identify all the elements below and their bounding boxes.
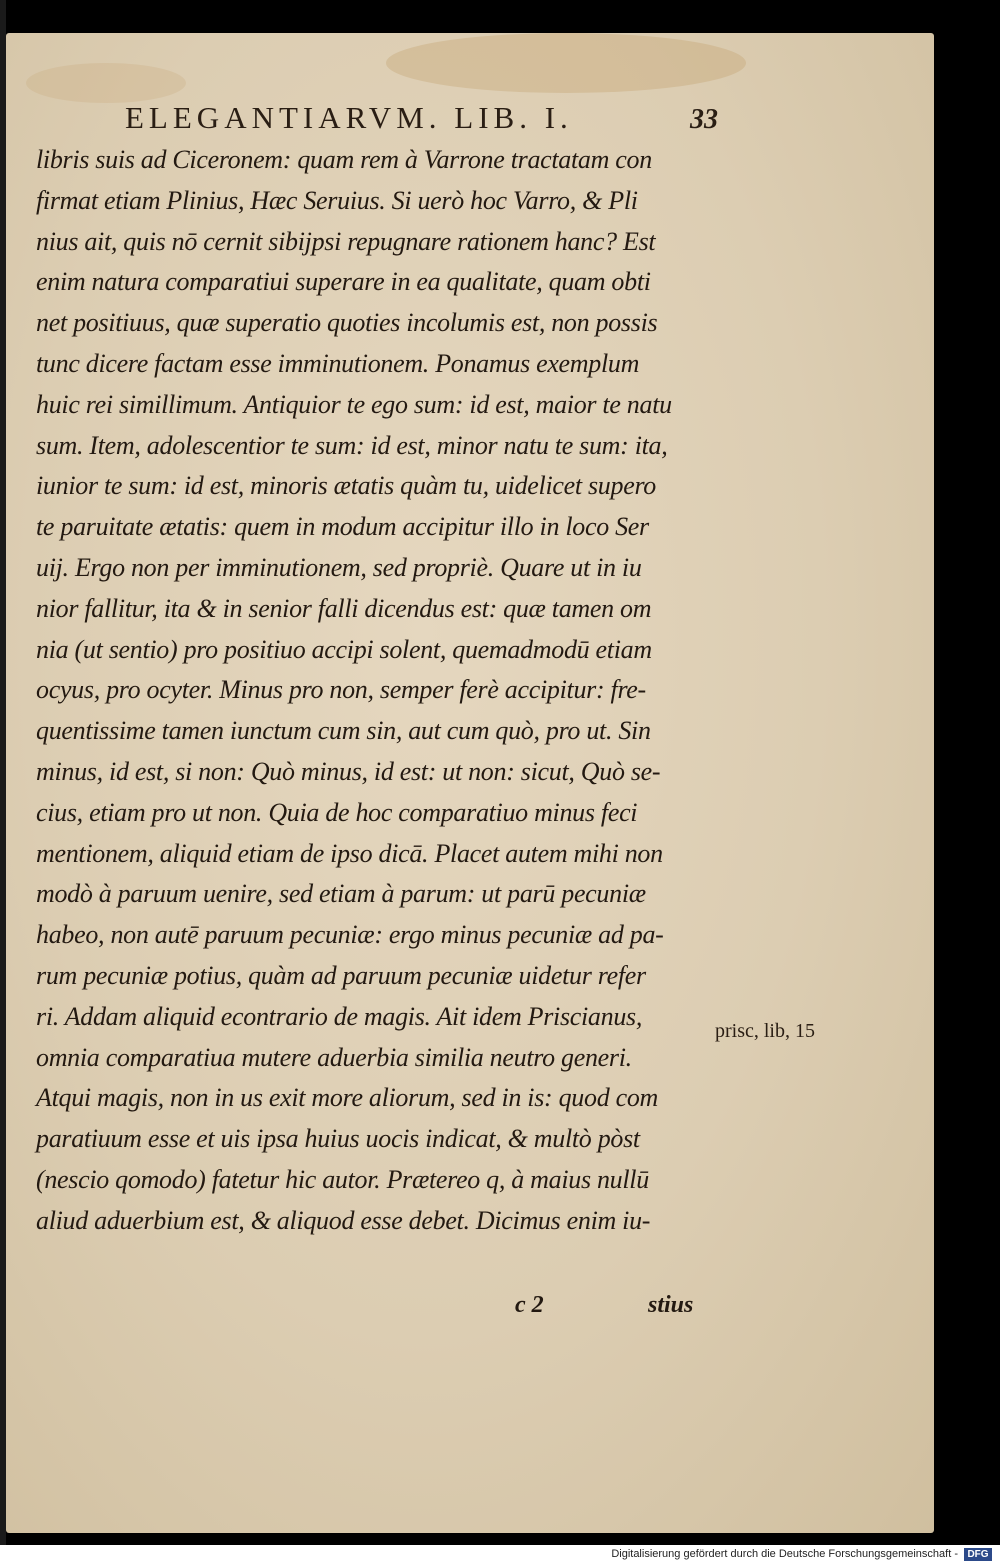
text-line: ocyus, pro ocyter. Minus pro non, semper ferè accipitur: fre- xyxy=(36,675,646,705)
catchword: stius xyxy=(648,1292,694,1318)
text-line: modò à paruum uenire, sed etiam à parum: ut parū pecuniæ xyxy=(36,879,646,909)
text-line: paratiuum esse et uis ipsa huius uocis indicat, & multò pòst xyxy=(36,1124,640,1154)
text-line: enim natura comparatiui superare in ea qualitate, quam obti xyxy=(36,267,651,297)
text-line: sum. Item, adolescentior te sum: id est, minor natu te sum: ita, xyxy=(36,430,668,460)
text-line: nius ait, quis nō cernit sibijpsi repugnare rationem hanc? Est xyxy=(36,226,656,256)
text-line: rum pecuniæ potius, quàm ad paruum pecuniæ uidetur refer xyxy=(36,960,646,990)
text-line: te paruitate ætatis: quem in modum accipitur illo in loco Ser xyxy=(36,512,649,542)
text-line: ri. Addam aliquid econtrario de magis. Ait idem Priscianus, xyxy=(36,1001,643,1031)
text-line: uij. Ergo non per imminutionem, sed propriè. Quare ut in iu xyxy=(36,552,642,582)
text-line: quentissime tamen iunctum cum sin, aut cum quò, pro ut. Sin xyxy=(36,716,651,746)
text-line: habeo, non autē paruum pecuniæ: ergo minus pecuniæ ad pa- xyxy=(36,920,664,950)
text-line: mentionem, aliquid etiam de ipso dicā. Placet autem mihi non xyxy=(36,838,663,868)
digitization-credit: Digitalisierung gefördert durch die Deutsche Forschungsgemeinschaft - xyxy=(611,1548,958,1560)
text-line: cius, etiam pro ut non. Quia de hoc comparatiuo minus feci xyxy=(36,797,638,827)
text-line: libris suis ad Ciceronem: quam rem à Varrone tractatam con xyxy=(36,145,652,174)
text-line: nia (ut sentio) pro positiuo accipi solent, quemadmodū etiam xyxy=(36,634,652,664)
running-head: ELEGANTIARVM. LIB. I. xyxy=(125,100,573,135)
folio-number: 33 xyxy=(690,104,718,135)
signature-mark: c 2 xyxy=(515,1292,544,1318)
text-line: omnia comparatiua mutere aduerbia similia neutro generi. xyxy=(36,1042,632,1072)
text-line: nior fallitur, ita & in senior falli dicendus est: quæ tamen om xyxy=(36,593,652,623)
text-line: Atqui magis, non in us exit more aliorum, sed in is: quod com xyxy=(36,1083,659,1113)
text-line: tunc dicere factam esse imminutionem. Ponamus exemplum xyxy=(36,348,640,378)
text-line: iunior te sum: id est, minoris ætatis quàm tu, uidelicet supero xyxy=(36,471,657,501)
text-line: firmat etiam Plinius, Hæc Seruius. Si uerò hoc Varro, & Pli xyxy=(36,185,638,215)
body-text xyxy=(36,140,736,1242)
water-stain xyxy=(386,33,746,93)
text-line: aliud aduerbium est, & aliquod esse debet. Dicimus enim iu- xyxy=(36,1205,651,1235)
margin-note: prisc, lib, 15 xyxy=(715,1020,815,1042)
water-stain xyxy=(26,63,186,103)
text-line: (nescio qomodo) fatetur hic autor. Prætereo q, à maius nullū xyxy=(36,1164,649,1194)
dfg-logo: DFG xyxy=(964,1548,992,1561)
text-line: minus, id est, si non: Quò minus, id est: ut non: sicut, Quò se- xyxy=(36,756,661,786)
text-line: huic rei simillimum. Antiquior te ego sum: id est, maior te natu xyxy=(36,389,672,419)
text-line: net positiuus, quæ superatio quoties incolumis est, non possis xyxy=(36,308,658,338)
